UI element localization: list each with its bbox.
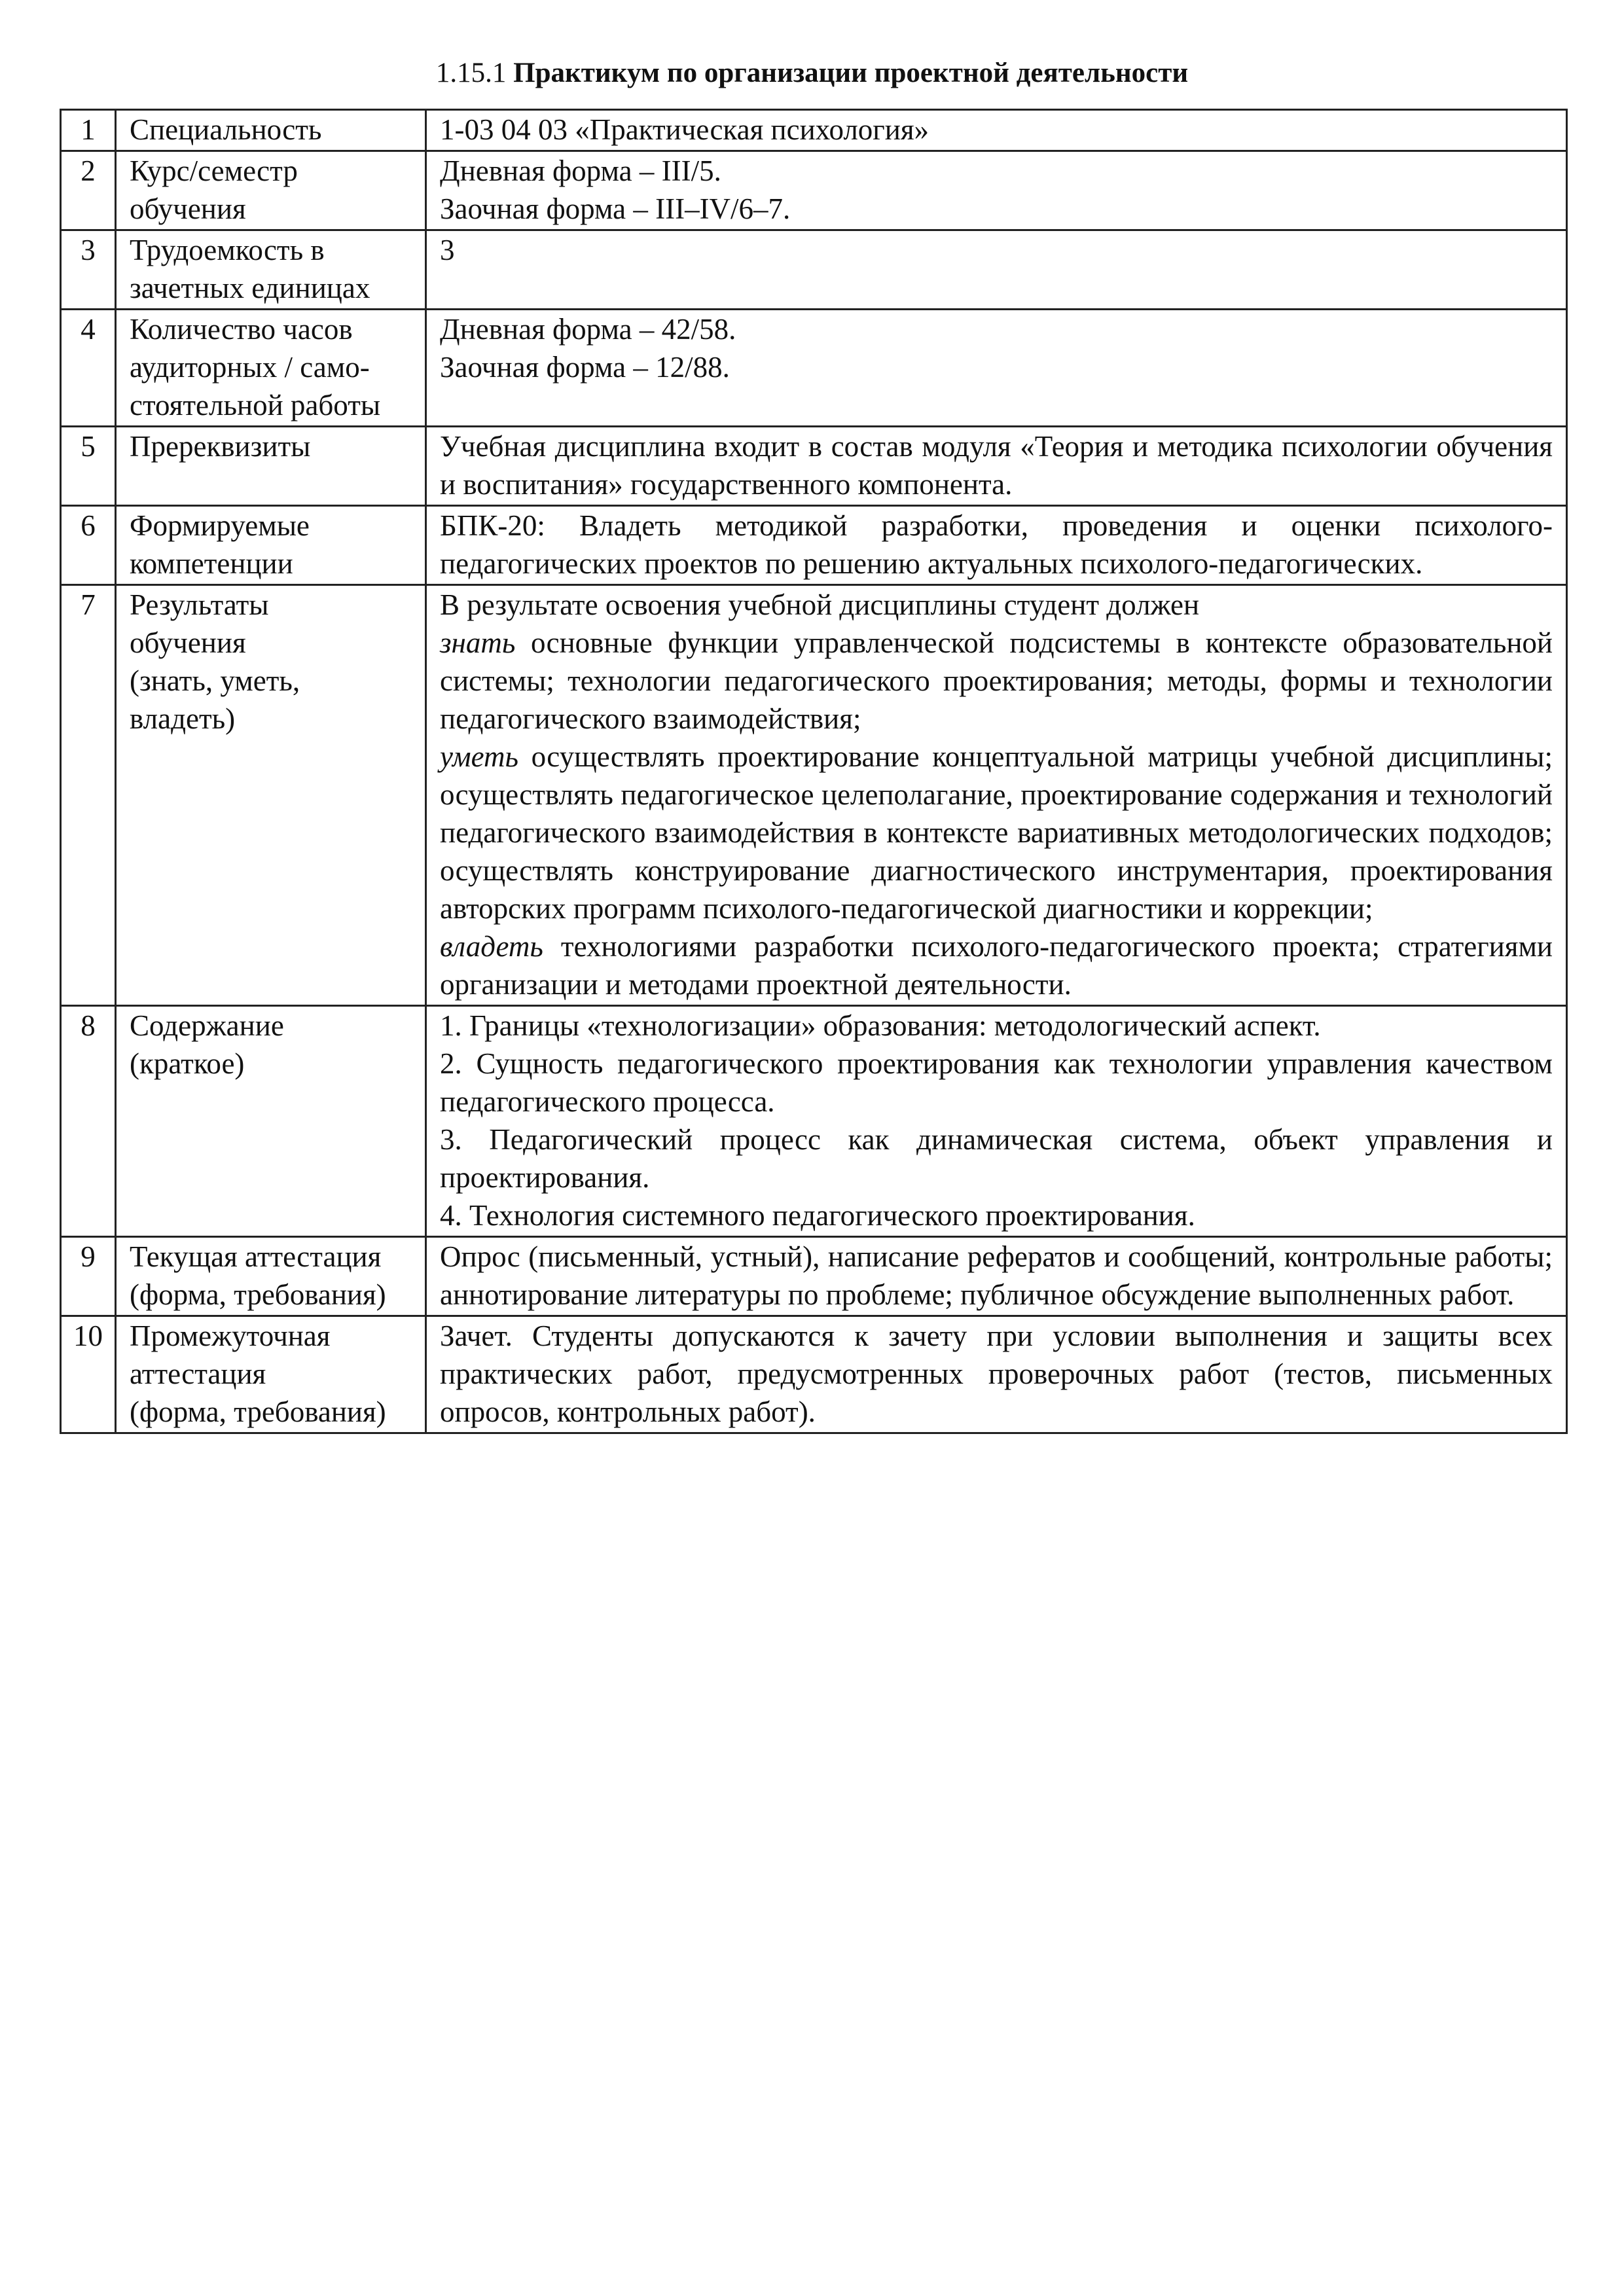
row-value [426, 506, 1567, 585]
table-row [61, 506, 1567, 585]
table-row [61, 110, 1567, 151]
row-label-line: обучения [130, 192, 246, 225]
row-number: 10 [61, 1316, 116, 1433]
value-line: Дневная форма – III/5. [440, 154, 721, 187]
row-value [426, 585, 1567, 1006]
table-row [61, 585, 1567, 1006]
content-item: 4. Технология системного педагогического проектирования. [440, 1199, 1195, 1232]
row-number: 9 [61, 1237, 116, 1316]
competences-text: БПК-20: Владеть методикой разработки, проведения и оценки психолого-педагогических проектов по решению актуальных психолого-педагогических. [440, 509, 1553, 580]
row-value [426, 110, 1567, 151]
row-value [426, 1006, 1567, 1237]
value-line: Дневная форма – 42/58. [440, 313, 736, 346]
outcome-know [440, 624, 1553, 738]
row-number: 7 [61, 585, 116, 1006]
content-item: 3. Педагогический процесс как динамическая система, объект управления и проектирования. [440, 1123, 1553, 1194]
outcomes-intro: В результате освоения учебной дисциплины студент должен [440, 588, 1200, 621]
row-label-line: компетенции [130, 547, 293, 580]
row-label-line: (форма, требования) [130, 1395, 386, 1428]
row-label-line: зачетных единицах [130, 272, 370, 304]
row-label [116, 151, 426, 230]
value-line: Заочная форма – III–IV/6–7. [440, 192, 791, 225]
row-label [116, 230, 426, 310]
row-label-line: Результаты [130, 588, 269, 621]
row-label [116, 1006, 426, 1237]
table-row [61, 1237, 1567, 1316]
row-number: 5 [61, 427, 116, 506]
row-label [116, 110, 426, 151]
row-label [116, 1316, 426, 1433]
table-row [61, 230, 1567, 310]
outcome-master [440, 927, 1553, 1003]
row-label-line: аттестация [130, 1357, 266, 1390]
row-label-line: (форма, требования) [130, 1278, 386, 1311]
syllabus-table [60, 109, 1568, 1434]
table-row [61, 310, 1567, 427]
row-number: 8 [61, 1006, 116, 1237]
row-label-line: Трудоемкость в [130, 234, 325, 266]
row-label-line: (знать, уметь, [130, 664, 300, 697]
table-row [61, 1316, 1567, 1433]
row-number: 6 [61, 506, 116, 585]
section-title: Практикум по организации проектной деятельности [513, 58, 1189, 88]
table-row [61, 427, 1567, 506]
intermediate-assessment-text: Зачет. Студенты допускаются к зачету при условии выполнения и защиты всех практических работ, предусмотренных проверочных работ (тестов, письменных опросов, контрольных работ). [440, 1319, 1553, 1428]
row-value [426, 310, 1567, 427]
table-row [61, 151, 1567, 230]
row-value [426, 1237, 1567, 1316]
row-label [116, 310, 426, 427]
specialty-value: 1-03 04 03 «Практическая психология» [440, 113, 929, 146]
row-label-line: Промежуточная [130, 1319, 331, 1352]
row-label-line: Содержание [130, 1009, 284, 1042]
outcome-text: осуществлять проектирование концептуальной матрицы учебной дисциплины; осуществлять педагогическое целеполагание, проектирование содержания и технологий педагогического взаимодействия в контексте вариативных методологических подходов; осуществлять конструирование диагностического инструментария, проектирования авторских программ психолого-педагогической диагностики и коррекции; [440, 740, 1553, 925]
row-label-line: Количество часов [130, 313, 353, 346]
row-label-line: Курс/семестр [130, 154, 298, 187]
outcome-keyword: владеть [440, 930, 543, 963]
section-number: 1.15.1 [435, 58, 507, 88]
outcome-keyword: знать [440, 626, 516, 659]
prerequisites-text: Учебная дисциплина входит в состав модуля «Теория и методика психологии обучения и воспитания» государственного компонента. [440, 430, 1553, 501]
outcome-keyword: уметь [440, 740, 518, 773]
row-label-line: Формируемые [130, 509, 310, 542]
outcome-text: основные функции управленческой подсистемы в контексте образовательной системы; технологии педагогического проектирования; методы, формы и технологии педагогического взаимодействия; [440, 626, 1553, 735]
row-label [116, 427, 426, 506]
row-label-line: (краткое) [130, 1047, 245, 1080]
value-line: Заочная форма – 12/88. [440, 351, 730, 384]
page-title [0, 54, 1624, 93]
row-label [116, 585, 426, 1006]
row-value [426, 151, 1567, 230]
row-number: 4 [61, 310, 116, 427]
row-value [426, 427, 1567, 506]
row-label-line: владеть) [130, 702, 236, 735]
row-value [426, 1316, 1567, 1433]
content-item: 2. Сущность педагогического проектирования как технологии управления качеством педагогического процесса. [440, 1047, 1553, 1118]
row-number: 1 [61, 110, 116, 151]
row-label-line: стоятельной работы [130, 389, 381, 422]
outcome-text: технологиями разработки психолого-педагогического проекта; стратегиями организации и методами проектной деятельности. [440, 930, 1553, 1001]
current-assessment-text: Опрос (письменный, устный), написание рефератов и сообщений, контрольные работы; аннотирование литературы по проблеме; публичное обсуждение выполненных работ. [440, 1240, 1553, 1311]
row-value [426, 230, 1567, 310]
row-label-line: Специальность [130, 113, 322, 146]
row-label-line: обучения [130, 626, 246, 659]
credits-value: 3 [440, 234, 455, 266]
row-number: 2 [61, 151, 116, 230]
row-label [116, 506, 426, 585]
row-label [116, 1237, 426, 1316]
row-label-line: аудиторных / само- [130, 351, 370, 384]
content-item: 1. Границы «технологизации» образования: методологический аспект. [440, 1009, 1321, 1042]
row-label-line: Текущая аттестация [130, 1240, 382, 1273]
table-row [61, 1006, 1567, 1237]
row-label-line: Пререквизиты [130, 430, 311, 463]
row-number: 3 [61, 230, 116, 310]
outcome-can [440, 738, 1553, 927]
